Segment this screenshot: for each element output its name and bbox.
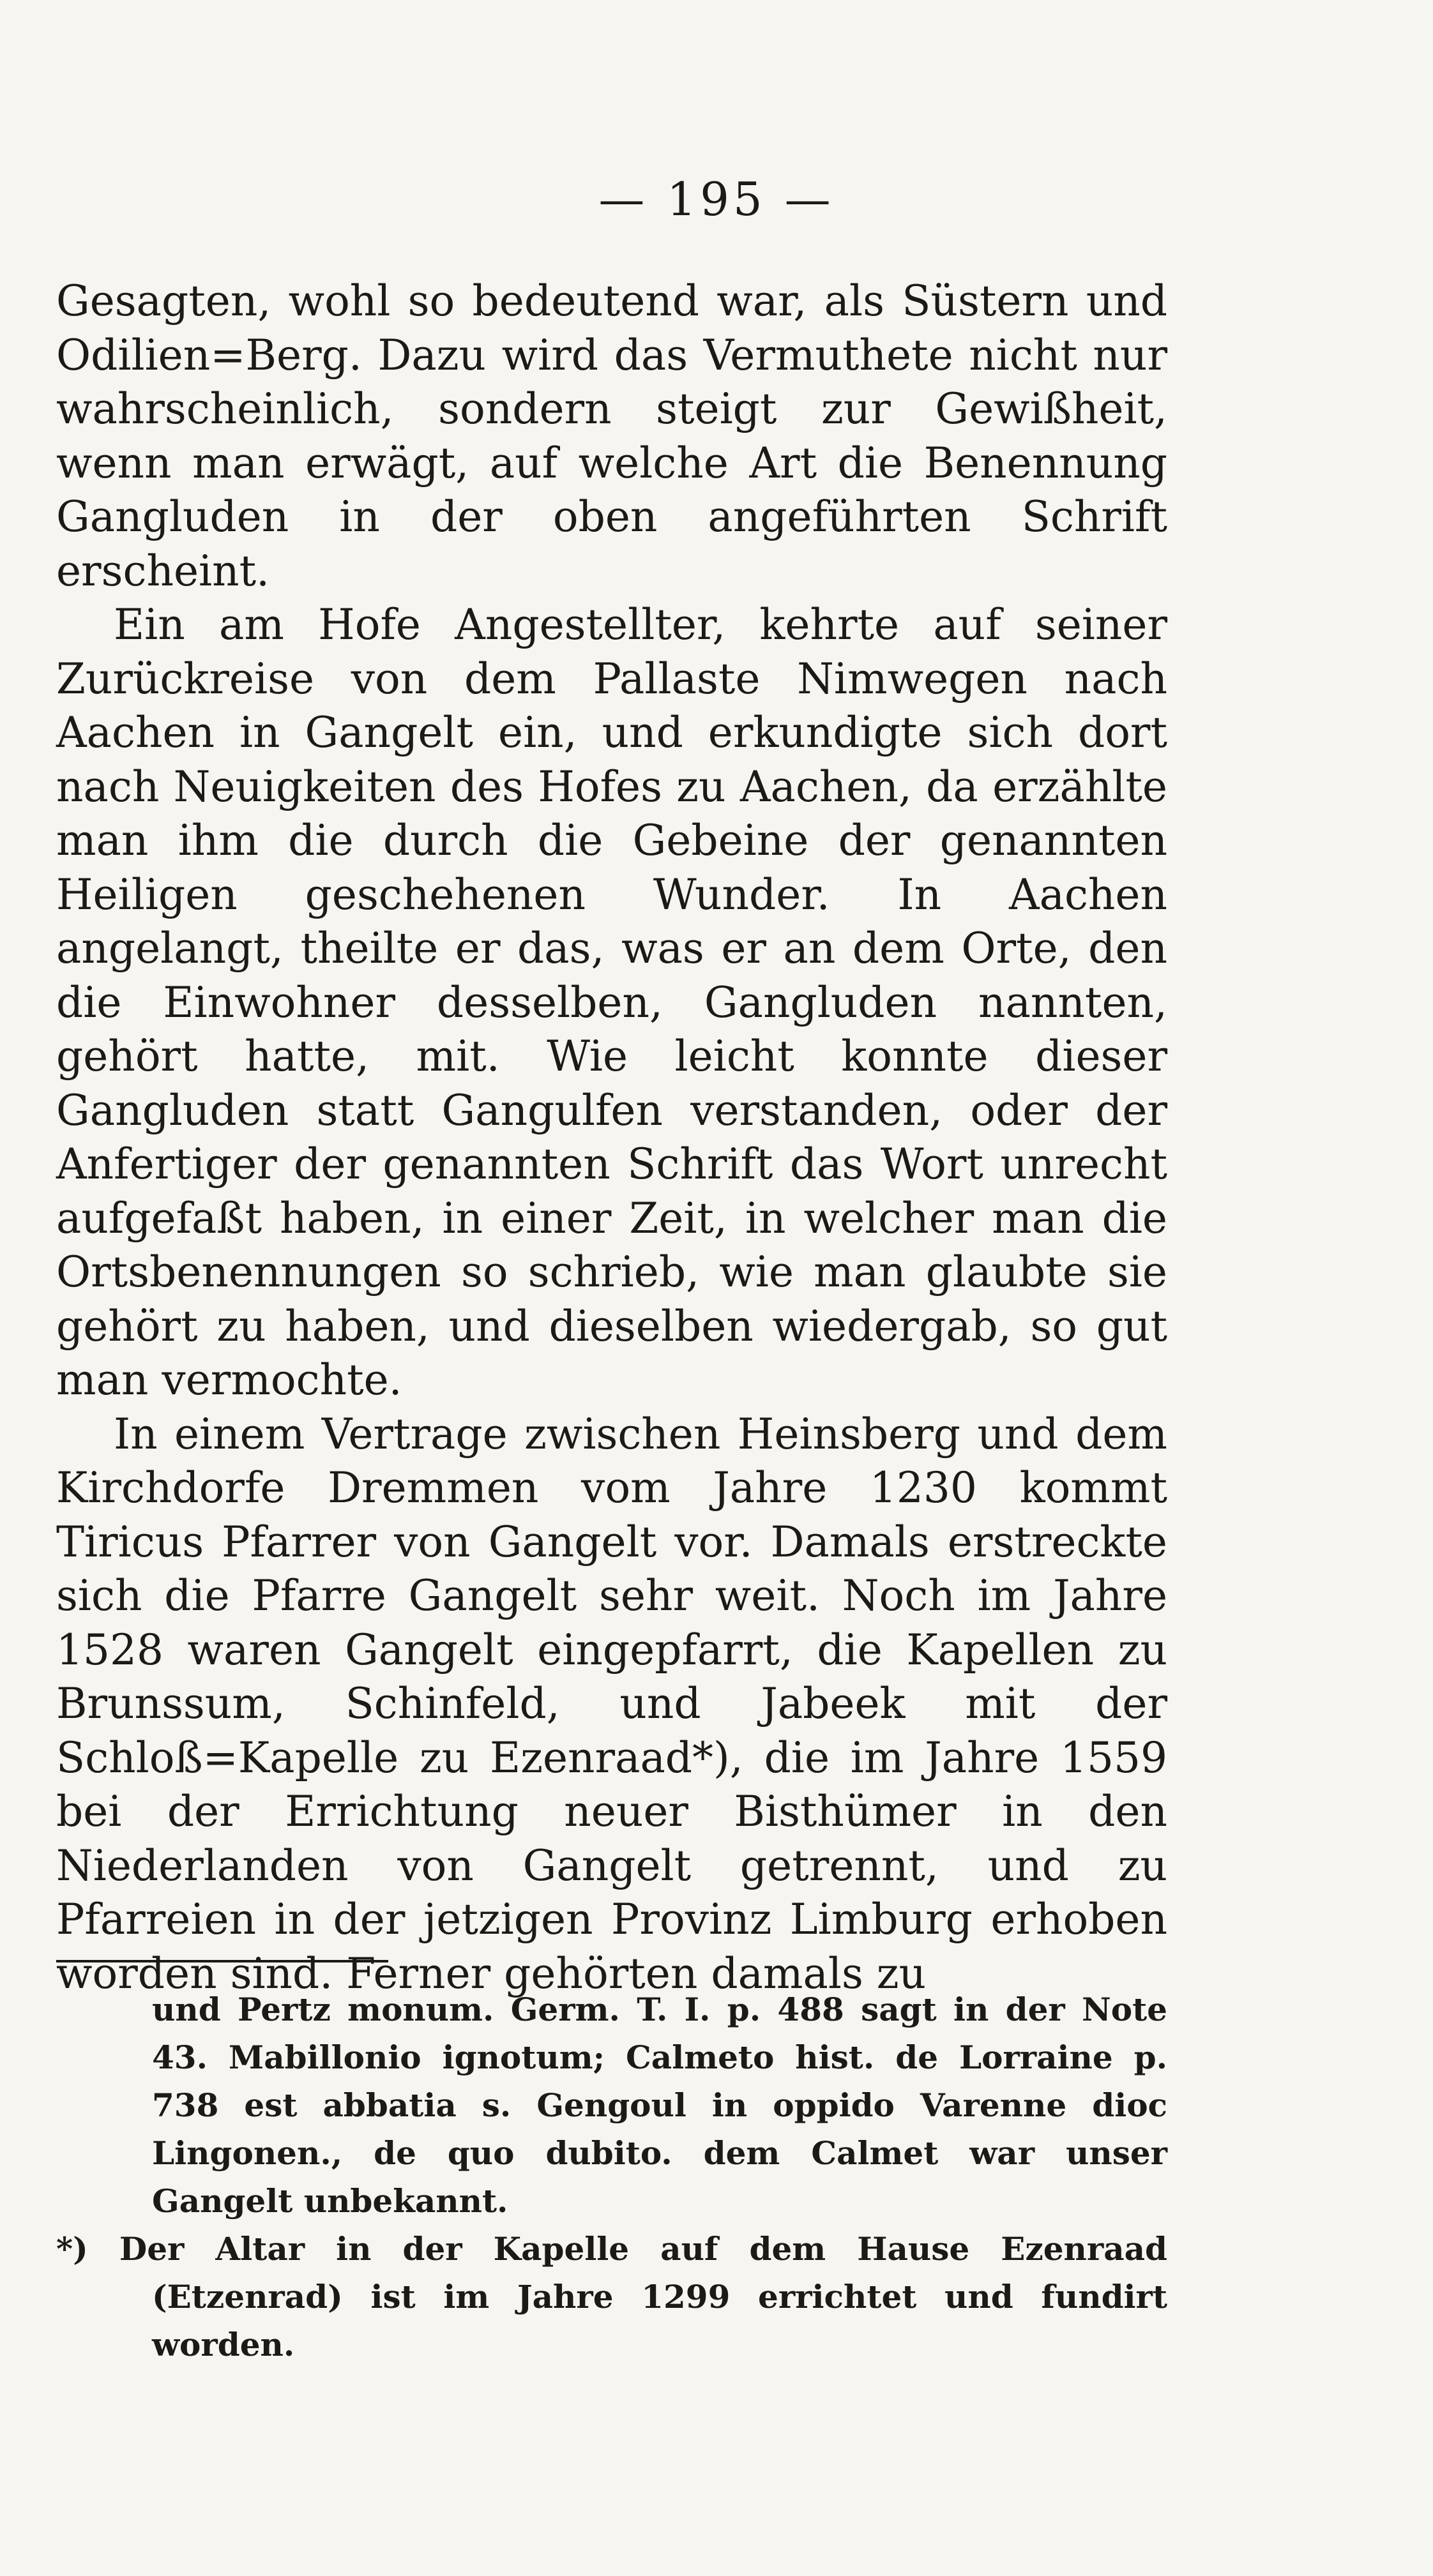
footnote-continuation: und Pertz monum. Germ. T. I. p. 488 sagt in der Note 43. Mabillonio ignotum; Calmeto hist. de Lorraine p. 738 est abbatia s. Gengoul in oppido Varenne dioc Lingonen., de quo dubito. dem Calmet war unser Gangelt unbekannt. (152, 1991, 1167, 2220)
paragraph-2: Ein am Hofe Angestellter, kehrte auf seiner Zurückreise von dem Pallaste Nimwegen nach Aachen in Gangelt ein, und erkundigte sich dort nach Neuigkeiten des Hofes zu Aachen, da erzählte man ihm die durch die Gebeine der genannten Heiligen geschehenen Wunder. In Aachen angelangt, theilte er das, was er an dem Orte, den die Einwohner desselben, Gangluden nannten, gehört hatte, mit. Wie leicht konnte dieser Gangluden statt Gangulfen verstanden, oder der Anfertiger der genannten Schrift das Wort unrecht aufgefaßt haben, in einer Zeit, in welcher man die Ortsbenennungen so schrieb, wie man glaubte sie gehört zu haben, und dieselben wiedergab, so gut man vermochte. (56, 600, 1167, 1405)
footnote-divider (56, 1960, 388, 1962)
page-number: — 195 — (598, 172, 835, 226)
paragraph-3: In einem Vertrage zwischen Heinsberg und dem Kirchdorfe Dremmen vom Jahre 1230 kommt Tiricus Pfarrer von Gangelt vor. Damals erstreckte sich die Pfarre Gangelt sehr weit. Noch im Jahre 1528 waren Gangelt eingepfarrt, die Kapellen zu Brunssum, Schinfeld, und Jabeek mit der Schloß=Kapelle zu Ezenraad*), die im Jahre 1559 bei der Errichtung neuer Bisthümer in den Niederlanden von Gangelt getrennt, und zu Pfarreien in der jetzigen Provinz Limburg erhoben worden sind. Ferner gehörten damals zu (56, 1409, 1167, 1998)
footnote-star: *) Der Altar in der Kapelle auf dem Hause Ezenraad (Etzenrad) ist im Jahre 1299 errichtet und fundirt worden. (56, 2230, 1167, 2363)
main-text (56, 275, 1167, 2001)
paragraph-1: Gesagten, wohl so bedeutend war, als Süstern und Odilien=Berg. Dazu wird das Vermuthete nicht nur wahrscheinlich, sondern steigt zur Gewißheit, wenn man erwägt, auf welche Art die Benennung Gangluden in der oben angeführten Schrift erscheint. (56, 276, 1167, 596)
footnotes (56, 1985, 1167, 2369)
